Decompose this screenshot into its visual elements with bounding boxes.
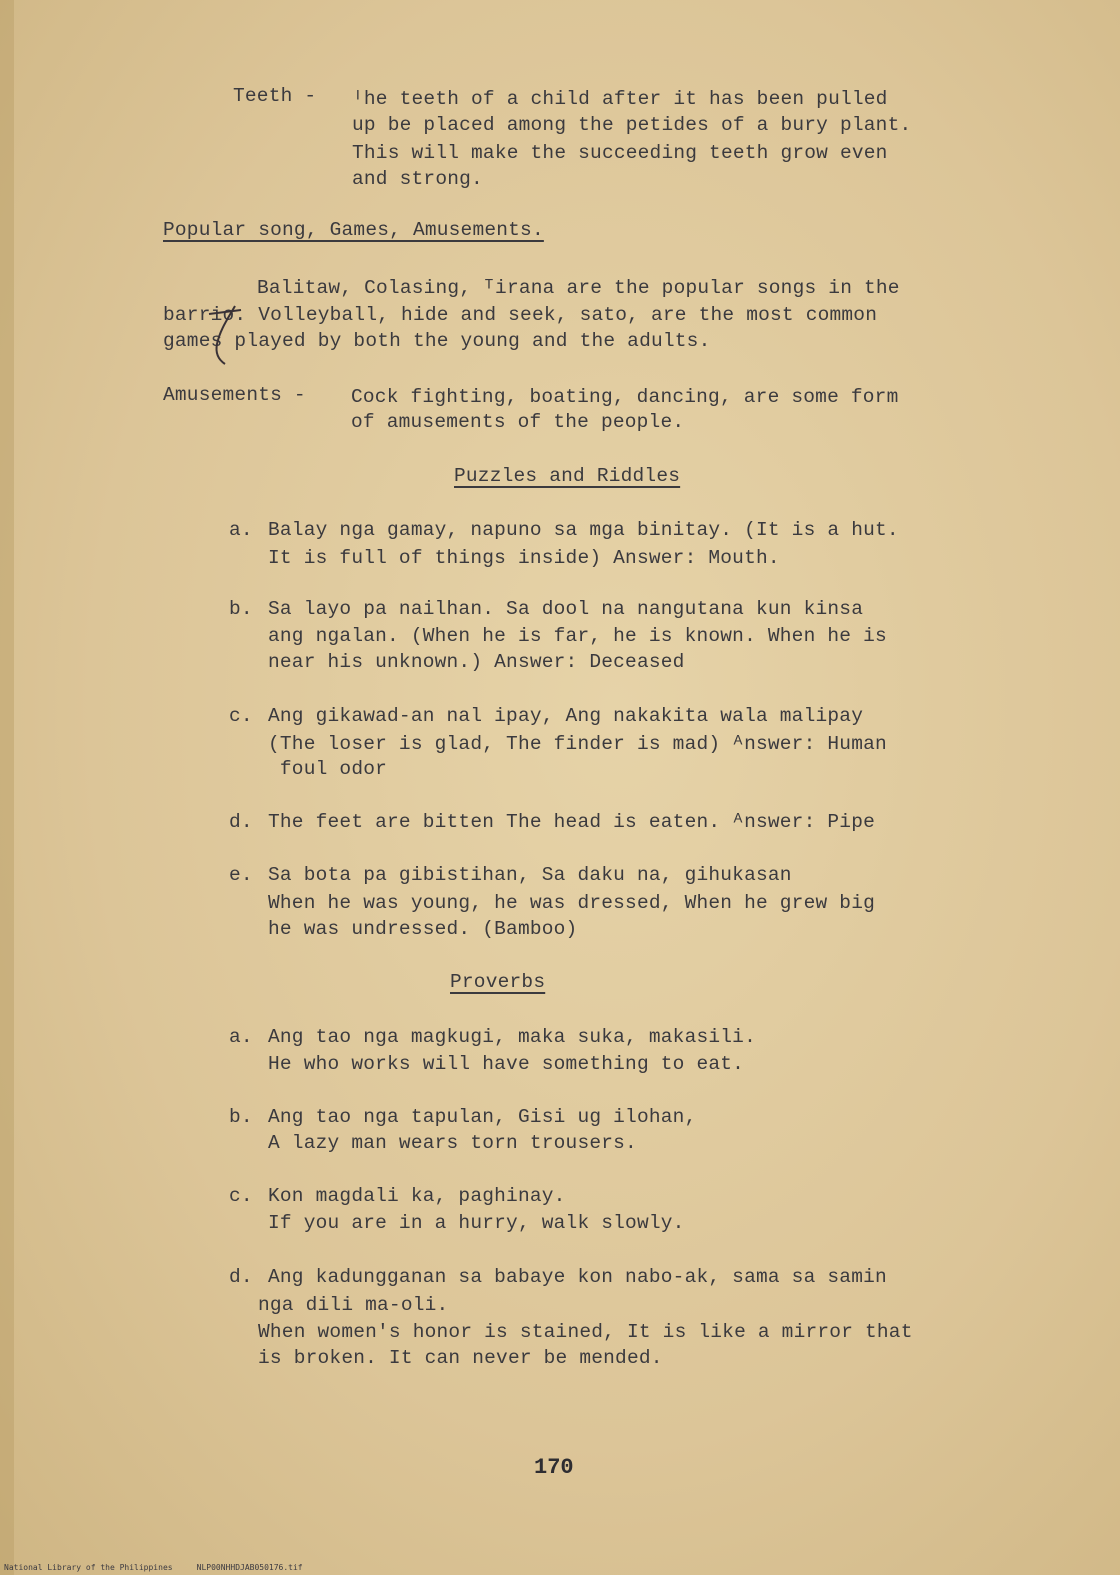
puzzle-c-line-1: Ang gikawad-an nal ipay, Ang nakakita wala malipay bbox=[268, 705, 864, 727]
page-edge-shadow bbox=[0, 0, 14, 1575]
proverb-c-line-1: Kon magdali ka, paghinay. bbox=[268, 1185, 566, 1207]
proverb-c-letter: c. bbox=[229, 1185, 253, 1207]
amusements-label: Amusements - bbox=[163, 384, 306, 406]
proverbs-heading: Proverbs bbox=[450, 971, 546, 993]
popular-line-1: Balitaw, Colasing, ᵀirana are the popular songs in the bbox=[257, 277, 900, 299]
proverb-d-letter: d. bbox=[229, 1266, 253, 1288]
puzzles-heading: Puzzles and Riddles bbox=[454, 465, 681, 487]
puzzle-a-line-2: It is full of things inside) Answer: Mouth. bbox=[268, 547, 780, 569]
puzzle-d-letter: d. bbox=[229, 811, 253, 833]
proverb-d-line-4: is broken. It can never be mended. bbox=[258, 1347, 663, 1369]
teeth-label: Teeth - bbox=[233, 85, 317, 107]
proverb-a-line-1: Ang tao nga magkugi, maka suka, makasili. bbox=[268, 1026, 756, 1048]
proverb-a-line-2: He who works will have something to eat. bbox=[268, 1053, 745, 1075]
popular-heading: Popular song, Games, Amusements. bbox=[163, 219, 544, 241]
scan-footer: National Library of the Philippines NLP00NHHDJAB050176.tif bbox=[4, 1563, 303, 1572]
puzzle-b-letter: b. bbox=[229, 598, 253, 620]
proverb-a-letter: a. bbox=[229, 1026, 253, 1048]
amusements-line-2: of amusements of the people. bbox=[351, 411, 685, 433]
puzzle-b-line-3: near his unknown.) Answer: Deceased bbox=[268, 651, 685, 673]
puzzle-e-letter: e. bbox=[229, 864, 253, 886]
puzzle-c-line-3: foul odor bbox=[268, 758, 388, 780]
puzzle-c-letter: c. bbox=[229, 705, 253, 727]
amusements-line-1: Cock fighting, boating, dancing, are some form bbox=[351, 386, 899, 408]
teeth-line-4: and strong. bbox=[352, 168, 483, 190]
puzzle-d-line-1: The feet are bitten The head is eaten. ᴬnswer: Pipe bbox=[268, 811, 875, 833]
puzzle-b-line-1: Sa layo pa nailhan. Sa dool na nangutana kun kinsa bbox=[268, 598, 864, 620]
puzzle-e-line-3: he was undressed. (Bamboo) bbox=[268, 918, 578, 940]
proverb-b-line-2: A lazy man wears torn trousers. bbox=[268, 1132, 637, 1154]
proverb-d-line-2: nga dili ma-oli. bbox=[258, 1294, 449, 1316]
puzzle-a-line-1: Balay nga gamay, napuno sa mga binitay. (It is a hut. bbox=[268, 519, 899, 541]
page-number: 170 bbox=[534, 1455, 574, 1480]
popular-line-2: barrio. Volleyball, hide and seek, sato, are the most common bbox=[163, 304, 878, 326]
proverb-b-line-1: Ang tao nga tapulan, Gisi ug ilohan, bbox=[268, 1106, 697, 1128]
puzzle-e-line-1: Sa bota pa gibistihan, Sa daku na, gihukasan bbox=[268, 864, 792, 886]
puzzle-e-line-2: When he was young, he was dressed, When he grew big bbox=[268, 892, 875, 914]
popular-line-3: games played by both the young and the adults. bbox=[163, 330, 711, 352]
puzzle-a-letter: a. bbox=[229, 519, 253, 541]
teeth-line-2: up be placed among the petides of a bury plant. bbox=[352, 114, 912, 136]
handwritten-correction-mark bbox=[205, 300, 245, 370]
proverb-d-line-1: Ang kadungganan sa babaye kon nabo-ak, sama sa samin bbox=[268, 1266, 887, 1288]
puzzle-b-line-2: ang ngalan. (When he is far, he is known. When he is bbox=[268, 625, 887, 647]
proverb-c-line-2: If you are in a hurry, walk slowly. bbox=[268, 1212, 685, 1234]
proverb-d-line-3: When women's honor is stained, It is like a mirror that bbox=[258, 1321, 913, 1343]
puzzle-c-line-2: (The loser is glad, The finder is mad) ᴬnswer: Human bbox=[268, 733, 887, 755]
teeth-line-1: ᴵhe teeth of a child after it has been pulled bbox=[352, 88, 888, 110]
proverb-b-letter: b. bbox=[229, 1106, 253, 1128]
teeth-line-3: This will make the succeeding teeth grow even bbox=[352, 142, 888, 164]
